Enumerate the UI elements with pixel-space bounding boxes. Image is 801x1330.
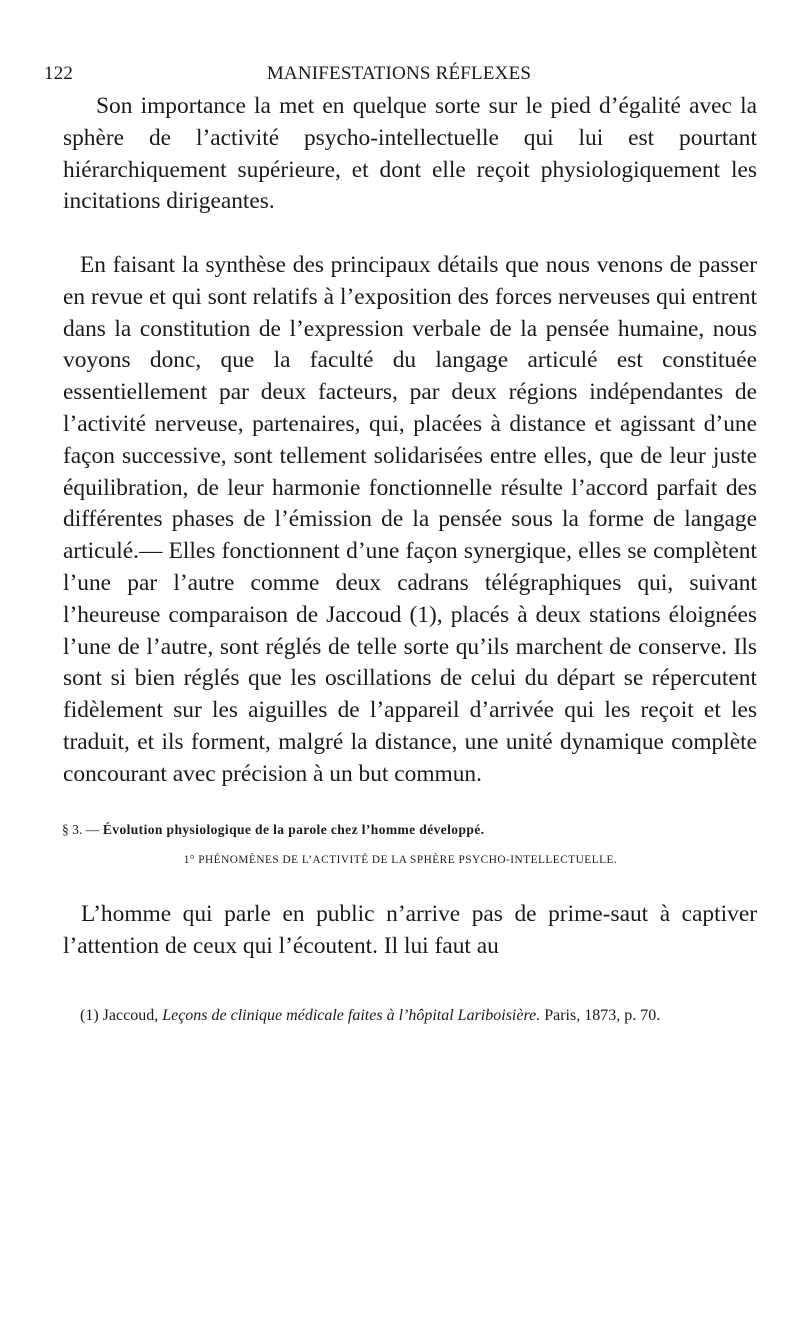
section-label: § 3. —: [62, 822, 100, 837]
paragraph-2: En faisant la synthèse des principaux détails que nous venons de passer en revue et qui sont relatifs à l’exposition des forces nerveuses qui entrent dans la constitution de l’expression verbale de la pensée humaine, nous voyons donc, que la faculté du langage articulé est constituée essentiellement par deux facteurs, par deux régions indépendantes de l’activité nerveuse, partenaires, qui, placées à distance et agissant d’une façon successive, sont tellement solidarisées entre elles, que de leur juste équilibration, de leur harmonie fonctionnelle résulte l’accord parfait des différentes phases de l’émission de la pensée sous la forme de langage articulé.— Elles fonctionnent d’une façon synergique, elles se complètent l’une par l’autre comme deux cadrans télégraphiques qui, suivant l’heureuse comparaison de Jaccoud (1), placés à deux stations éloignées l’une de l’autre, sont réglés de telle sorte qu’ils marchent de conserve. Ils sont si bien réglés que les oscillations de celui du départ se répercutent fidèlement sur les aiguilles de l’appareil d’arrivée qui les reçoit et les traduit, et ils forment, malgré la distance, une unité dynamique complète concourant avec précision à un but commun.: [63, 252, 757, 787]
page-number: 122: [44, 63, 74, 84]
running-head-title: MANIFESTATIONS RÉFLEXES: [266, 63, 532, 84]
paragraph-1: Son importance la met en quelque sorte sur le pied d’égalité avec la sphère de l’activité psycho-intellectuelle qui lui est pourtant hiérarchiquement supérieure, et dont elle reçoit physiologiquement les incitations dirigeantes.: [63, 93, 757, 215]
running-head: [44, 63, 754, 89]
footnote-details: Paris, 1873, p. 70.: [544, 1007, 661, 1024]
subsection-heading: 1° PHÉNOMÈNES DE L’ACTIVITÉ DE LA SPHÈRE PSYCHO-INTELLECTUELLE.: [183, 854, 618, 866]
footnote: [63, 1005, 757, 1027]
paragraph-3: L’homme qui parle en public n’arrive pas de prime-saut à captiver l’attention de ceux qui l’écoutent. Il lui faut au: [63, 901, 757, 959]
footnote-marker: (1): [80, 1007, 99, 1024]
footnote-author: Jaccoud,: [102, 1007, 159, 1024]
footnote-work-title: Leçons de clinique médicale faites à l’hôpital Lariboisière.: [162, 1007, 541, 1024]
section-heading: [62, 822, 484, 838]
section-title: Évolution physiologique de la parole chez l’homme développé.: [102, 822, 485, 837]
